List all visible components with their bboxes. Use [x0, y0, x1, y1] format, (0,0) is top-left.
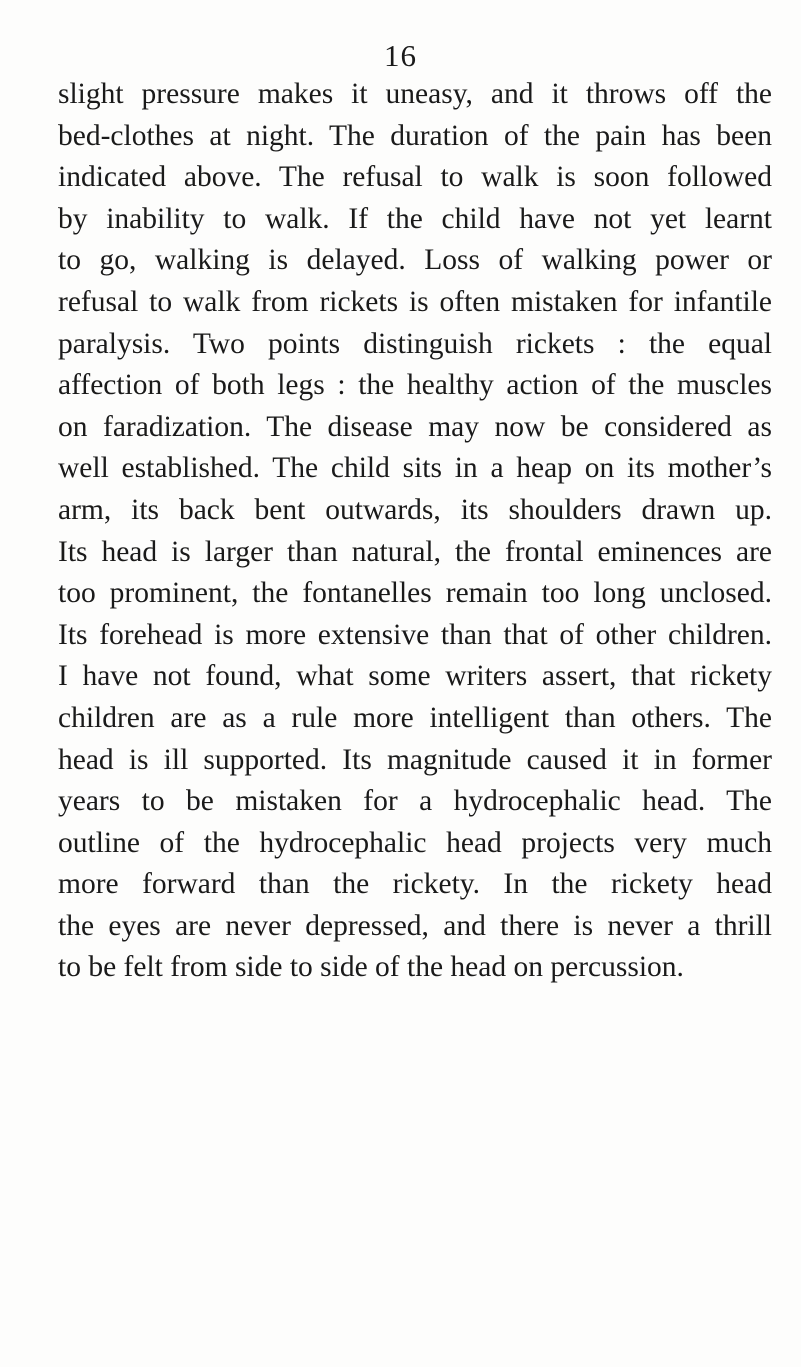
text-line: children are as a rule more intelligent than others. The [58, 701, 772, 734]
text-line: indicated above. The refusal to walk is soon followed [58, 161, 772, 194]
text-line: bed-clothes at night. The duration of the pain has been [58, 119, 772, 152]
text-line: slight pressure makes it uneasy, and it throws off the [58, 78, 772, 110]
text-line: refusal to walk from rickets is often mistaken for infantile [58, 285, 772, 318]
text-line: the eyes are never depressed, and there is never a thrill [58, 909, 772, 942]
text-line: I have not found, what some writers assert, that rickety [58, 660, 772, 693]
text-line: to go, walking is delayed. Loss of walking power or [58, 244, 772, 277]
text-line: by inability to walk. If the child have not yet learnt [58, 202, 772, 235]
body-paragraph [58, 74, 772, 989]
text-line: well established. The child sits in a heap on its mother’s [58, 452, 772, 485]
text-line: to be felt from side to side of the head on percussion. [58, 951, 684, 984]
text-line: Its head is larger than natural, the frontal eminences are [58, 535, 772, 568]
text-line: more forward than the rickety. In the rickety head [58, 868, 772, 901]
text-line: too prominent, the fontanelles remain too long unclosed. [58, 577, 772, 610]
text-line: on faradization. The disease may now be considered as [58, 410, 772, 443]
text-line: affection of both legs : the healthy action of the muscles [58, 369, 772, 402]
text-line: head is ill supported. Its magnitude caused it in former [58, 743, 772, 776]
text-line: years to be mistaken for a hydrocephalic head. The [58, 785, 772, 818]
text-line: outline of the hydrocephalic head projects very much [58, 826, 772, 859]
text-line: Its forehead is more extensive than that of other children. [58, 618, 772, 651]
page-number: 16 [384, 38, 417, 73]
text-line: paralysis. Two points distinguish rickets : the equal [58, 327, 772, 360]
text-line: arm, its back bent outwards, its shoulders drawn up. [58, 493, 772, 526]
